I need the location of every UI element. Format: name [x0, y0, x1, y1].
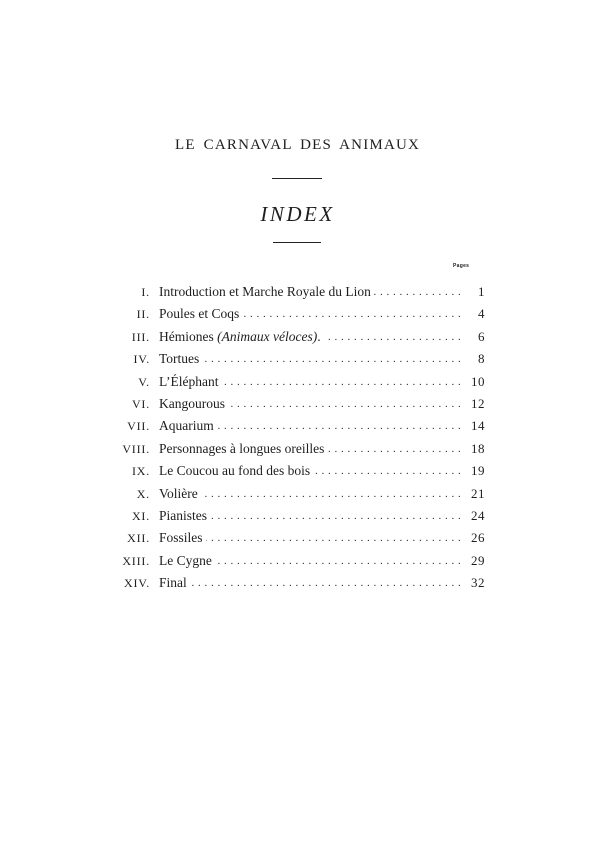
toc-entry-label [159, 306, 242, 321]
toc-page-number: 29 [471, 552, 485, 568]
index-heading: INDEX [260, 202, 335, 226]
toc-movement-number: IX. [131, 464, 150, 479]
toc-entry [159, 438, 463, 460]
toc-entry [159, 483, 463, 505]
toc-entry-label [159, 284, 374, 299]
toc-entry-suffix: . [317, 328, 321, 344]
toc-entry-label [159, 329, 324, 344]
toc-page-number: 4 [478, 306, 485, 322]
toc-entry [159, 415, 463, 437]
toc-page-number: 1 [478, 284, 485, 299]
toc-entry-label [159, 575, 190, 590]
toc-entry-title: Final [159, 575, 187, 591]
toc-entry [159, 393, 463, 415]
toc-page-number: 18 [471, 440, 485, 456]
toc-row [100, 348, 485, 370]
toc-entry [159, 550, 463, 572]
toc-entry-label [159, 553, 215, 568]
toc-page-number: 8 [478, 351, 485, 367]
toc-entry-label [159, 530, 206, 545]
toc-entry-title: Introduction et Marche Royale du Lion [159, 284, 371, 299]
toc-entry-title: Aquarium [159, 418, 214, 434]
toc-entry-title: Le Cygne [159, 552, 212, 568]
toc-entry-label [159, 463, 313, 478]
toc-row [100, 371, 485, 393]
toc-page-number: 12 [471, 395, 485, 411]
toc-movement-number: XII. [127, 531, 150, 546]
toc-page-number: 24 [471, 507, 485, 523]
toc-entry [159, 572, 463, 594]
toc-entry-title: Pianistes [159, 507, 208, 523]
heading-divider [273, 242, 321, 243]
toc-movement-number: III. [131, 329, 150, 344]
toc-entry [159, 460, 463, 482]
toc-entry-title: Fossiles [159, 530, 203, 546]
toc-entry-label [159, 396, 228, 411]
toc-entry-label [159, 374, 221, 389]
toc-movement-number: IV. [133, 352, 150, 367]
toc-row [100, 438, 485, 460]
toc-entry [159, 527, 463, 549]
toc-entry [159, 326, 463, 348]
toc-entry-title: Le Coucou au fond des bois [159, 463, 311, 479]
toc-row [100, 460, 485, 482]
toc-entry [159, 303, 463, 325]
toc-entry [159, 281, 463, 303]
toc-entry-title: Poules et Coqs [159, 306, 240, 322]
toc-movement-number: I. [141, 285, 150, 299]
toc-entry-subtitle: (Animaux véloces) [217, 328, 318, 344]
title-divider [272, 178, 322, 179]
toc-entry-label [159, 486, 201, 501]
toc-entry-title: Hémiones [159, 328, 218, 344]
toc-movement-number: XI. [131, 508, 150, 523]
toc-movement-number: V. [138, 374, 150, 389]
toc-entry-label [159, 441, 327, 456]
table-of-contents [100, 281, 485, 594]
document-title: LE CARNAVAL DES ANIMAUX [174, 137, 421, 153]
toc-entry-title: Tortues [159, 351, 200, 367]
toc-row [100, 303, 485, 325]
toc-row [100, 483, 485, 505]
toc-page-number: 21 [471, 485, 485, 501]
toc-page-number: 10 [471, 373, 485, 389]
toc-row [100, 393, 485, 415]
toc-row [100, 505, 485, 527]
toc-row [100, 550, 485, 572]
toc-movement-number: VIII. [122, 441, 150, 456]
toc-movement-number: X. [136, 486, 150, 501]
pages-column-label: Pages [453, 263, 470, 269]
toc-movement-number: VII. [127, 419, 150, 434]
toc-entry [159, 371, 463, 393]
toc-entry-label [159, 508, 210, 523]
toc-row [100, 281, 485, 303]
toc-entry-title: Kangourous [159, 395, 225, 411]
toc-entry-title: Volière [159, 485, 198, 501]
toc-page-number: 19 [471, 463, 485, 479]
toc-page-number: 14 [471, 418, 485, 434]
toc-entry [159, 505, 463, 527]
toc-page-number: 6 [478, 328, 485, 344]
toc-entry-label [159, 418, 217, 433]
toc-row [100, 527, 485, 549]
toc-entry-title: Personnages à longues oreilles [159, 440, 325, 456]
toc-entry [159, 348, 463, 370]
toc-entry-title: L’Éléphant [159, 373, 219, 389]
toc-movement-number: VI. [131, 396, 150, 411]
toc-row [100, 572, 485, 594]
toc-page-number: 32 [471, 575, 485, 591]
toc-row [100, 415, 485, 437]
toc-row [100, 326, 485, 348]
toc-movement-number: II. [136, 307, 150, 322]
toc-page-number: 26 [471, 530, 485, 546]
toc-movement-number: XIII. [122, 553, 150, 568]
toc-movement-number: XIV. [124, 576, 150, 591]
toc-entry-label [159, 351, 202, 366]
